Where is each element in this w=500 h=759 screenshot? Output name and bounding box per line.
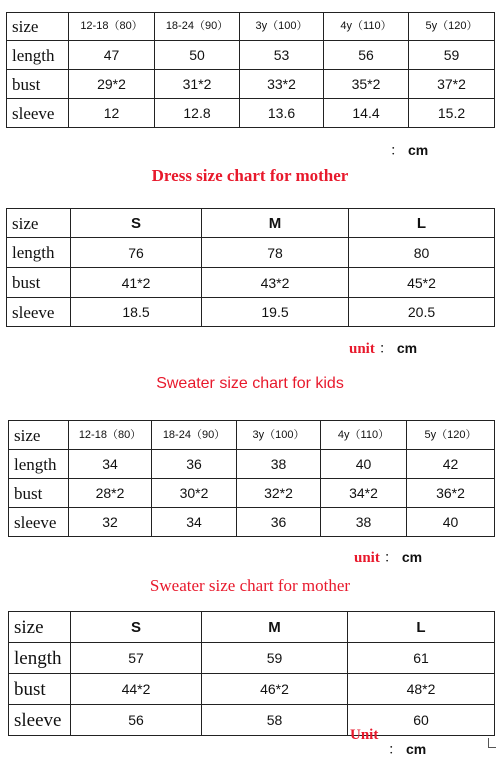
size-header-l: L (348, 612, 495, 643)
unit-value: cm (408, 142, 429, 158)
mother-sweater-chart-title: Sweater size chart for mother (149, 576, 351, 595)
table-cell: 58 (202, 705, 348, 736)
table-cell: 76 (71, 238, 202, 268)
table-cell: 78 (202, 238, 349, 268)
row-label: sleeve (9, 508, 69, 537)
table-cell: 56 (71, 705, 202, 736)
table-cell: 60 (348, 705, 495, 736)
table-cell: 42 (407, 450, 495, 479)
table-cell: 30*2 (152, 479, 237, 508)
kids-sweater-chart-title: Sweater size chart for kids (156, 375, 344, 392)
table-cell: 34 (152, 508, 237, 537)
table-cell: 20.5 (349, 298, 495, 327)
table-cell: 37*2 (409, 70, 495, 99)
table-cell: 45*2 (349, 268, 495, 298)
mother-dress-size-table (6, 208, 495, 327)
unit-colon: ： (390, 142, 404, 158)
table-cell: 35*2 (324, 70, 409, 99)
unit-value: cm (396, 340, 418, 356)
table-cell: 41*2 (71, 268, 202, 298)
mother-sweater-unit-note (388, 739, 426, 759)
header-row (7, 13, 495, 41)
table-cell: 29*2 (69, 70, 155, 99)
table-cell: 13.6 (240, 99, 324, 128)
size-header: size (7, 13, 69, 41)
unit-value: cm (406, 741, 427, 757)
size-header-5y: 5y（120） (407, 421, 495, 450)
table-cell: 38 (237, 450, 321, 479)
unit-colon: ： (383, 549, 398, 565)
row-label: length (7, 238, 71, 268)
table-cell: 61 (348, 643, 495, 674)
table-row (7, 41, 495, 70)
unit-value: cm (401, 549, 423, 565)
table-cell: 56 (324, 41, 409, 70)
size-header-s: S (71, 612, 202, 643)
table-row (7, 70, 495, 99)
row-label: sleeve (9, 705, 71, 736)
row-label: bust (9, 674, 71, 705)
table-cell: 36 (152, 450, 237, 479)
size-header-l: L (349, 209, 495, 238)
size-header-4y: 4y（110） (321, 421, 407, 450)
table-cell: 59 (409, 41, 495, 70)
table-row (7, 99, 495, 128)
size-header-3y: 3y（100） (237, 421, 321, 450)
table-row (7, 238, 495, 268)
unit-word: unit (349, 341, 375, 357)
table-row (9, 450, 495, 479)
size-header-m: M (202, 209, 349, 238)
kids-dress-size-table (6, 12, 495, 128)
table-row (9, 705, 495, 736)
size-header-s: S (71, 209, 202, 238)
corner-mark (488, 738, 496, 748)
table-cell: 43*2 (202, 268, 349, 298)
table-cell: 33*2 (240, 70, 324, 99)
table-row (7, 268, 495, 298)
table-cell: 38 (321, 508, 407, 537)
row-label: sleeve (7, 298, 71, 327)
size-header-12-18: 12-18（80） (69, 421, 152, 450)
unit-word: Unit (350, 727, 379, 743)
size-header-4y: 4y（110） (324, 13, 409, 41)
table-row (7, 298, 495, 327)
table-cell: 40 (321, 450, 407, 479)
row-label: sleeve (7, 99, 69, 128)
table-row (9, 674, 495, 705)
table-cell: 59 (202, 643, 348, 674)
table-cell: 34*2 (321, 479, 407, 508)
header-row (9, 421, 495, 450)
header-row (9, 612, 495, 643)
mother-dress-chart-title: Dress size chart for mother (151, 166, 349, 185)
table-cell: 32 (69, 508, 152, 537)
table-cell: 44*2 (71, 674, 202, 705)
table-row (9, 508, 495, 537)
mother-dress-unit-note (349, 338, 417, 358)
row-label: length (7, 41, 69, 70)
unit-colon: ： (388, 741, 402, 757)
table-cell: 50 (155, 41, 240, 70)
mother-sweater-unit-word (350, 726, 378, 744)
size-header-5y: 5y（120） (409, 13, 495, 41)
size-header-18-24: 18-24（90） (152, 421, 237, 450)
header-row (7, 209, 495, 238)
table-cell: 36 (237, 508, 321, 537)
table-cell: 47 (69, 41, 155, 70)
table-row (9, 643, 495, 674)
size-header-12-18: 12-18（80） (69, 13, 155, 41)
table-cell: 28*2 (69, 479, 152, 508)
kids-sweater-size-table (8, 420, 495, 537)
table-cell: 18.5 (71, 298, 202, 327)
table-cell: 12 (69, 99, 155, 128)
row-label: bust (7, 268, 71, 298)
table-cell: 32*2 (237, 479, 321, 508)
kids-sweater-unit-note (354, 547, 422, 567)
table-cell: 14.4 (324, 99, 409, 128)
table-cell: 48*2 (348, 674, 495, 705)
unit-word: unit (354, 550, 380, 566)
row-label: length (9, 450, 69, 479)
table-cell: 31*2 (155, 70, 240, 99)
table-cell: 40 (407, 508, 495, 537)
kids-dress-unit-note (390, 140, 428, 160)
table-cell: 15.2 (409, 99, 495, 128)
size-header: size (9, 612, 71, 643)
table-cell: 46*2 (202, 674, 348, 705)
size-header-m: M (202, 612, 348, 643)
size-header: size (7, 209, 71, 238)
table-cell: 80 (349, 238, 495, 268)
row-label: bust (7, 70, 69, 99)
size-header-3y: 3y（100） (240, 13, 324, 41)
row-label: bust (9, 479, 69, 508)
size-header: size (9, 421, 69, 450)
table-cell: 36*2 (407, 479, 495, 508)
table-cell: 57 (71, 643, 202, 674)
table-cell: 19.5 (202, 298, 349, 327)
size-header-18-24: 18-24（90） (155, 13, 240, 41)
table-cell: 34 (69, 450, 152, 479)
unit-colon: ： (378, 340, 393, 356)
row-label: length (9, 643, 71, 674)
table-cell: 12.8 (155, 99, 240, 128)
table-cell: 53 (240, 41, 324, 70)
table-row (9, 479, 495, 508)
mother-sweater-size-table (8, 611, 495, 736)
